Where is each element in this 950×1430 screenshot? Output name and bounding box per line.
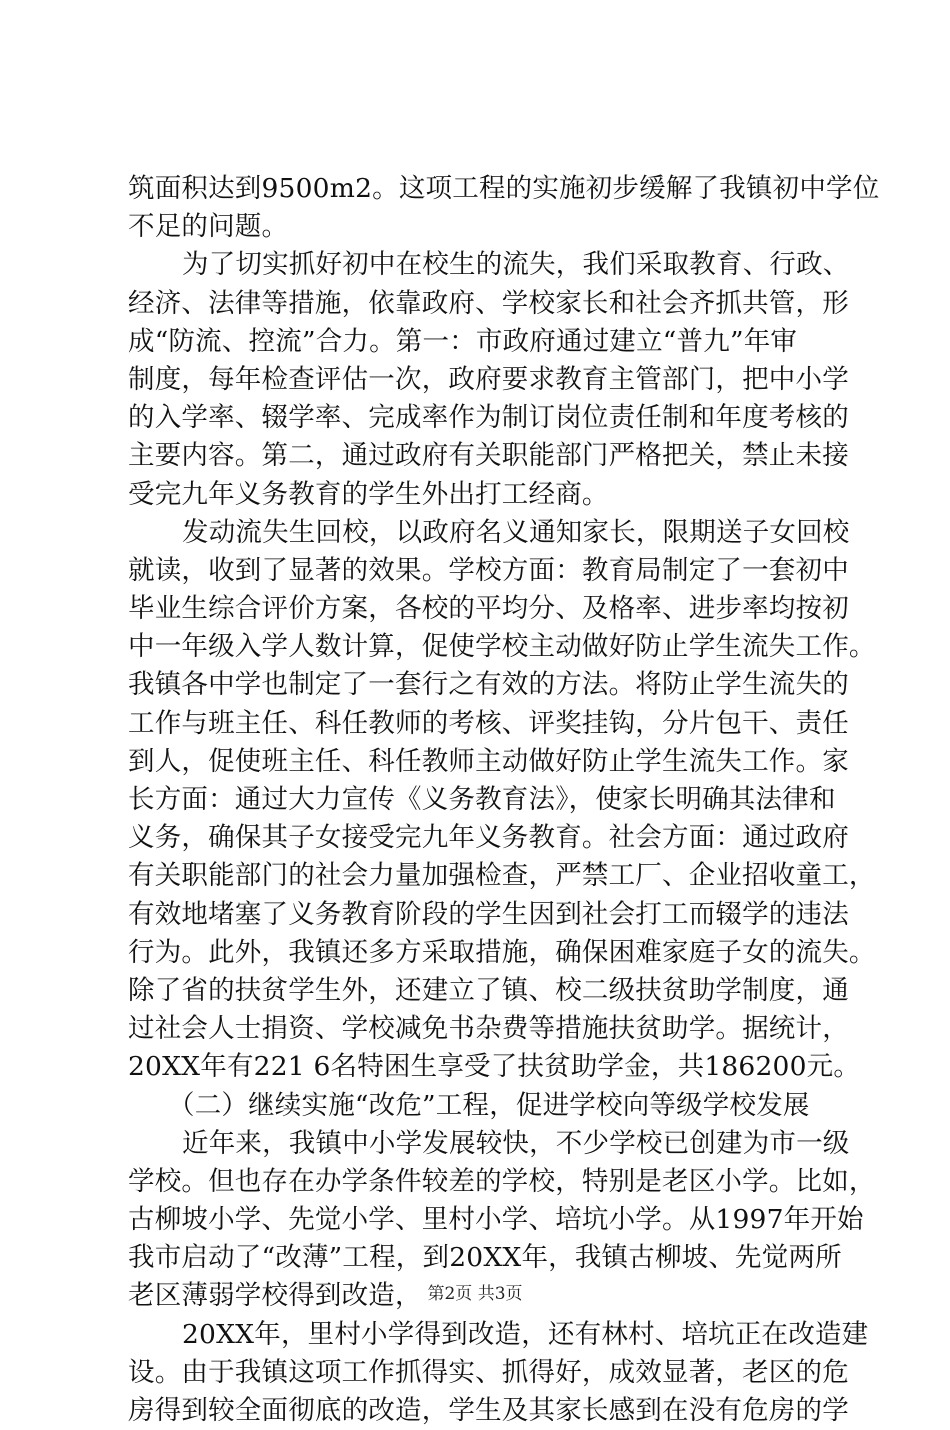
- paragraph-start-line: 为了切实抓好初中在校生的流失，我们采取教育、行政、: [182, 249, 850, 281]
- page-footer: 第2页 共3页: [427, 1284, 523, 1304]
- text-line: 不足的问题。: [128, 211, 289, 243]
- text-line: 制度，每年检查评估一次，政府要求教育主管部门，把中小学: [128, 363, 849, 395]
- body-text: [128, 170, 880, 1430]
- text-line: 主要内容。第二，通过政府有关职能部门严格把关，禁止未接: [128, 440, 849, 472]
- text-line: 筑面积达到9500m2。这项工程的实施初步缓解了我镇初中学位: [128, 173, 880, 204]
- text-line: 老区薄弱学校得到改造，: [128, 1280, 422, 1312]
- text-line: 到人，促使班主任、科任教师主动做好防止学生流失工作。家: [128, 745, 849, 777]
- section-heading: （二）继续实施“改危”工程，促进学校向等级学校发展: [168, 1089, 810, 1121]
- text-line: 就读，收到了显著的效果。学校方面：教育局制定了一套初中: [128, 554, 849, 586]
- text-line: 我镇各中学也制定了一套行之有效的方法。将防止学生流失的: [128, 669, 849, 701]
- text-line: 中一年级入学人数计算，促使学校主动做好防止学生流失工作。: [128, 631, 876, 663]
- text-line: 有效地堵塞了义务教育阶段的学生因到社会打工而辍学的违法: [128, 898, 849, 930]
- text-line: 有关职能部门的社会力量加强检查，严禁工厂、企业招收童工，: [128, 860, 876, 892]
- text-line: 义务，确保其子女接受完九年义务教育。社会方面：通过政府: [128, 822, 849, 854]
- text-line: 成“防流、控流”合力。第一：市政府通过建立“普九”年审: [128, 325, 798, 357]
- text-line: 房得到较全面彻底的改造，学生及其家长感到在没有危房的学: [128, 1395, 849, 1426]
- text-line: 经济、法律等措施，依靠政府、学校家长和社会齐抓共管，形: [128, 287, 849, 319]
- text-line: 设。由于我镇这项工作抓得实、抓得好，成效显著，老区的危: [128, 1356, 849, 1388]
- text-line: 毕业生综合评价方案，各校的平均分、及格率、进步率均按初: [128, 593, 849, 625]
- text-line: 学校。但也存在办学条件较差的学校，特别是老区小学。比如，: [128, 1165, 876, 1197]
- paragraph-start-line: 发动流失生回校，以政府名义通知家长，限期送子女回校: [182, 516, 850, 548]
- text-line: 的入学率、辍学率、完成率作为制订岗位责任制和年度考核的: [128, 402, 849, 434]
- text-line: 工作与班主任、科任教师的考核、评奖挂钩，分片包干、责任: [128, 707, 849, 739]
- text-line: 行为。此外，我镇还多方采取措施，确保困难家庭子女的流失。: [128, 936, 876, 968]
- paragraph-start-line: 20XX年，里村小学得到改造，还有林村、培坑正在改造建: [182, 1318, 869, 1350]
- text-line: 除了省的扶贫学生外，还建立了镇、校二级扶贫助学制度，通: [128, 974, 849, 1006]
- text-line: 古柳坡小学、先觉小学、里村小学、培坑小学。从1997年开始: [128, 1204, 864, 1236]
- text-line: 20XX年有221 6名特困生享受了扶贫助学金，共186200元。: [128, 1051, 861, 1083]
- text-line: 过社会人士捐资、学校减免书杂费等措施扶贫助学。据统计，: [128, 1013, 849, 1045]
- text-line: 长方面：通过大力宣传《义务教育法》，使家长明确其法律和: [128, 784, 836, 815]
- text-line: 我市启动了“改薄”工程，到20XX年，我镇古柳坡、先觉两所: [128, 1242, 842, 1274]
- text-line: 受完九年义务教育的学生外出打工经商。: [128, 478, 609, 510]
- paragraph-start-line: 近年来，我镇中小学发展较快，不少学校已创建为市一级: [182, 1127, 850, 1159]
